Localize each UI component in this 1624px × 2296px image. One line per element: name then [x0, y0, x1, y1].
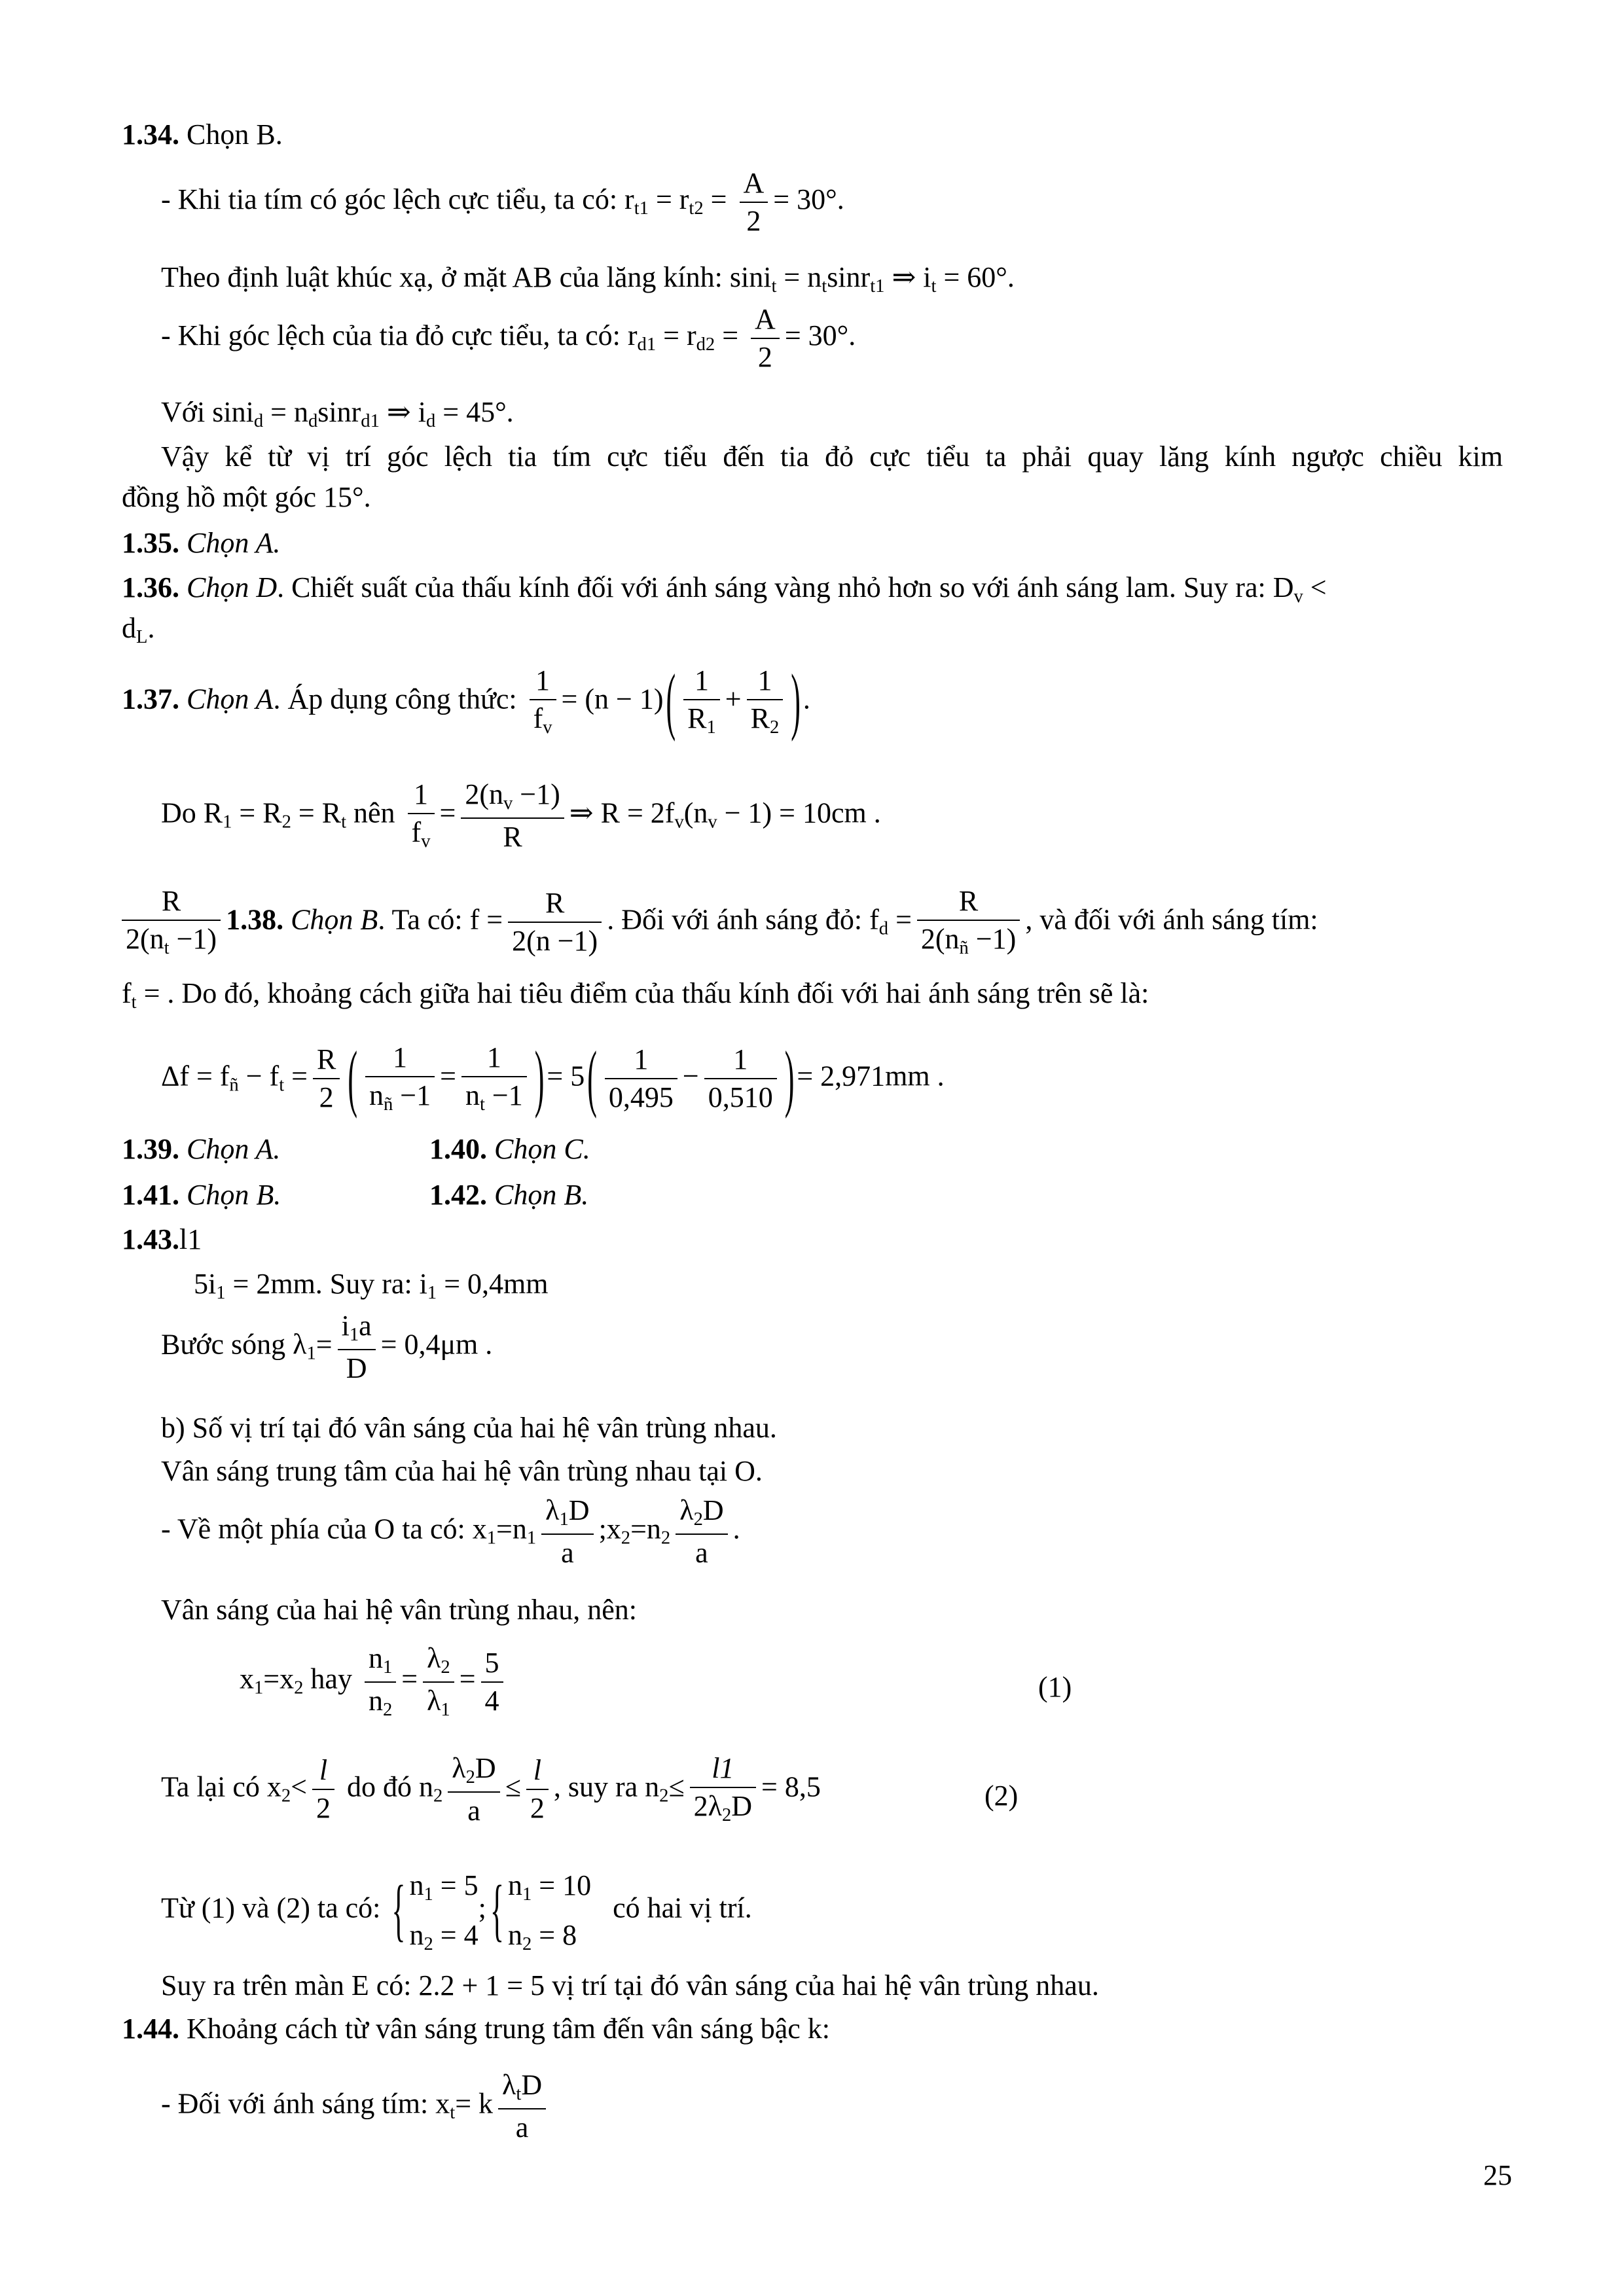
s143-line8: $x_1=x_2$ hay $\frac{n_1}{n_2}$ = $\frac{\lambda_2}{\lambda_1}$ = $\frac{5}{4}$ [240, 1644, 509, 1719]
s144-line1: 1.44. Khoảng cách từ vân sáng trung tâm đến vân sáng bậc k: [122, 2013, 830, 2045]
s140: 1.40. Chọn C. [429, 1133, 590, 1165]
s143-line2: $5i_1 = 2mm$. Suy ra: $i_1 = 0,4mm$ [194, 1268, 549, 1303]
s143-line6: - Về một phía của O ta có: $x_1=n_1$ $\frac{\lambda_1D}{a}$ $;x_2=n_2$ $\frac{\lambda_2D}{a}$ . [161, 1494, 740, 1569]
s134-line1: - Khi tia tím có góc lệch cực tiểu, ta có: $r_{t1} = r_{t2}$ = $\frac{A}{2}$ = 30°. [161, 167, 844, 237]
s137-line1: 1.37. Chọn A. Áp dụng công thức: $\frac{1}{f_v}$ = (n − 1)( $\frac{1}{R_1}$ + $\frac{1}{R_2}$ ). [122, 659, 810, 743]
s143-line5: Vân sáng trung tâm của hai hệ vân trùng nhau tại O. [161, 1455, 763, 1487]
s134-line4: Với $\sin i_d = n_d\sin r_{d1}$ ⇒ $i_d = 45^\circ$. [161, 396, 514, 431]
s138-line1: $\frac{R}{2(n_t -1)}$ 1.38. Chọn B. Ta có: f = $\frac{R}{2(n -1)}$ . Đối với ánh sáng đỏ: $f_d$ = $\frac{R}{2(n_ñ -1)}$ , và đối với ánh sáng tím: [122, 887, 1318, 958]
s143-line7: Vân sáng của hai hệ vân trùng nhau, nên: [161, 1594, 637, 1626]
s138-line3: $\Delta f = f_ñ - f_t$ = $\frac{R}{2}$ ( $\frac{1}{n_ñ -1}$ = $\frac{1}{n_t -1}$ )= 5( $\frac{1}{0,495}$ − $\frac{1}{0,510}$ )= 2,971mm . [161, 1036, 945, 1120]
fraction-a-over-2: $\frac{A}{2}$ [740, 169, 768, 236]
s134-line2: Theo định luật khúc xạ, ở mặt AB của lăng kính: $\sin i_t = n_t\sin r_{t1}$ ⇒ $i_t = 60^\circ$. [161, 261, 1015, 296]
s136-line2: $d_L$. [122, 612, 155, 647]
s139: 1.39. Chọn A. [122, 1133, 281, 1165]
s134-line5: Vậy kể từ vị trí góc lệch tia tím cực tiểu đến tia đỏ cực tiểu ta phải quay lăng kính ngược chiều kim [161, 440, 1503, 473]
s134-title: 1.34. Chọn B. [122, 118, 283, 151]
s143-line11: Suy ra trên màn E có: 2.2 + 1 = 5 vị trí tại đó vân sáng của hai hệ vân trùng nhau. [161, 1969, 1099, 2001]
s136-line1: 1.36. Chọn D. Chiết suất của thấu kính đối với ánh sáng vàng nhỏ hơn so với ánh sáng lam. Suy ra: $D_v$ < [122, 571, 1327, 607]
s134-line3: - Khi góc lệch của tia đỏ cực tiểu, ta có: $r_{d1} = r_{d2}$ = $\frac{A}{2}$ = 30°. [161, 303, 856, 373]
s138-line2: $f_t$ = . Do đó, khoảng cách giữa hai tiêu điểm của thấu kính đối với hai ánh sáng trên sẽ là: [122, 977, 1149, 1013]
s143-line9: Ta lại có $x_2<$ $\frac{l}{2}$ do đó $n_2$ $\frac{\lambda_2D}{a}$ ≤ $\frac{l}{2}$ , suy ra $n_2\le$ $\frac{l1}{2\lambda_2D}$ = 8,5 [161, 1752, 821, 1827]
s142: 1.42. Chọn B. [429, 1179, 589, 1211]
s137-line2: Do $R_1 = R_2 = R_t$ nên $\frac{1}{f_v}$ = $\frac{2(n_v -1)}{R}$ ⇒ $R = 2f_v(n_v - 1) = 10cm$ . [161, 778, 881, 853]
s141: 1.41. Chọn B. [122, 1179, 281, 1211]
s144-line2: - Đối với ánh sáng tím: $x_t= k$ $\frac{\lambda_tD}{a}$ [161, 2071, 551, 2142]
page-number: 25 [1483, 2159, 1512, 2191]
s135: 1.35. Chọn A. [122, 527, 281, 559]
s143-line3: Bước sóng $\lambda_1=$ $\frac{i_1a}{D}$ = 0,4μm . [161, 1310, 493, 1384]
fraction-a-over-2: $\frac{A}{2}$ [751, 305, 780, 372]
equation-number-2: (2) [984, 1780, 1019, 1812]
s134-line6: đồng hồ một góc 15°. [122, 481, 371, 513]
s143-line1: 1.43.l1 [122, 1223, 202, 1255]
equation-number-1: (1) [1038, 1671, 1072, 1703]
s143-line4: b) Số vị trí tại đó vân sáng của hai hệ vân trùng nhau. [161, 1412, 777, 1444]
s143-line10: Từ (1) và (2) ta có: { $n_1 = 5$ $n_2 = 4$; { $n_1 = 10$ $n_2 = 8$ có hai vị trí. [161, 1869, 752, 1954]
